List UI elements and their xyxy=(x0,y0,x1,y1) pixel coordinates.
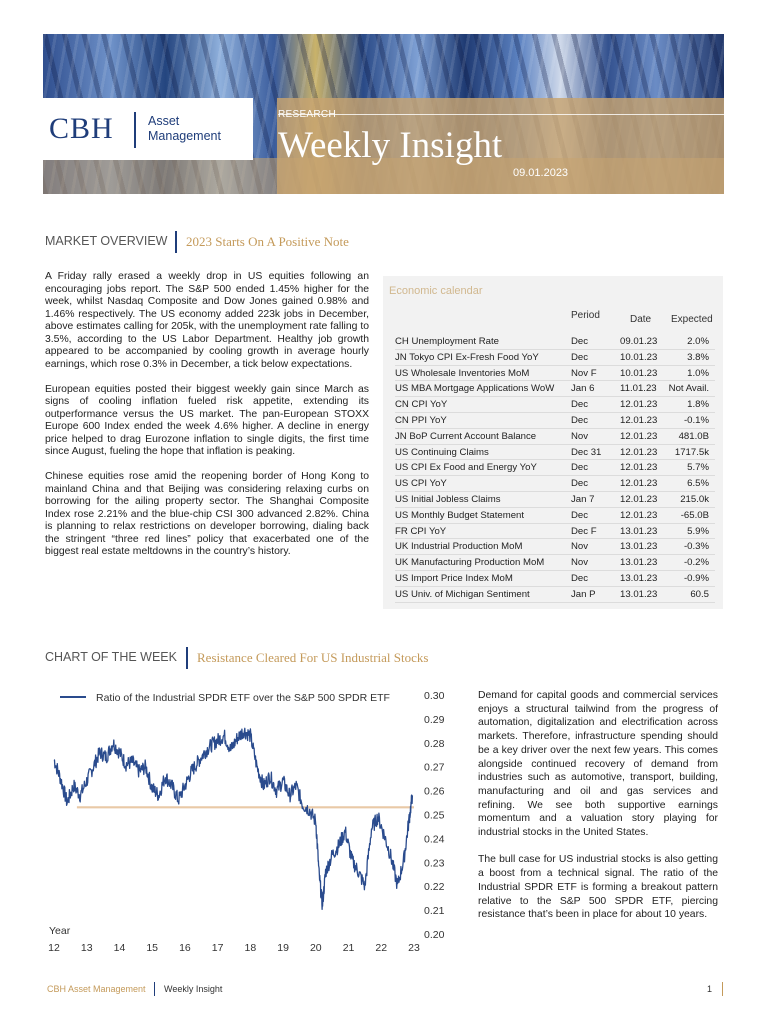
event-date: 09.01.23 xyxy=(620,336,658,347)
event-period: Nov F xyxy=(571,367,597,379)
x-tick-label: 16 xyxy=(179,942,191,954)
event-expected: 6.5% xyxy=(687,478,709,490)
event-date: 12.01.23 xyxy=(620,446,658,458)
paragraph: Chinese equities rose amid the reopening border of Hong Kong to mainland China and that Beijing was considering relaxing curbs on borrowing for the ailing property sector. The Shanghai Composite Index rose 2.21% and the blue-chip CSI 300 advanced 2.82%. China is planning to relax restrictions on developer borrowing, dialing back the stringent “three red lines” policy that exacerbated one of the biggest real estate meltdowns in the country’s history. xyxy=(45,471,369,557)
event-period: Dec xyxy=(571,351,589,363)
event-date: 11.01.23 xyxy=(620,383,657,395)
event-name: US CPI YoY xyxy=(395,478,447,490)
event-period: Jan P xyxy=(571,588,596,600)
event-expected: 60.5 xyxy=(690,588,709,600)
event-expected: -0.1% xyxy=(683,414,709,426)
event-expected: 2.0% xyxy=(687,336,709,347)
y-tick-label: 0.29 xyxy=(424,713,445,726)
event-date: 12.01.23 xyxy=(620,430,658,442)
header-period: Period xyxy=(571,310,600,321)
table-row xyxy=(395,381,715,397)
event-period: Nov xyxy=(571,557,589,569)
table-row xyxy=(395,460,715,476)
event-date: 13.01.23 xyxy=(620,557,658,569)
event-period: Jan 6 xyxy=(571,383,595,395)
page-footer xyxy=(47,982,727,998)
event-date: 10.01.23 xyxy=(620,367,658,379)
logo-sub-line1: Asset xyxy=(148,114,180,128)
x-tick-label: 17 xyxy=(211,942,224,954)
footer-divider xyxy=(154,982,155,996)
table-row xyxy=(395,524,715,540)
y-tick-label: 0.20 xyxy=(424,929,445,941)
section-headline: Resistance Cleared For US Industrial Stocks xyxy=(197,650,429,665)
x-tick-label: 23 xyxy=(408,942,420,954)
event-expected: 481.0B xyxy=(678,430,709,442)
table-row xyxy=(395,508,715,524)
event-date: 13.01.23 xyxy=(620,541,658,553)
header-banner xyxy=(43,34,724,194)
event-period: Dec xyxy=(571,572,589,584)
event-period: Dec 31 xyxy=(571,446,602,458)
y-tick-label: 0.27 xyxy=(424,761,445,774)
ratio-line-chart xyxy=(44,688,464,956)
event-expected: 1717.5k xyxy=(674,446,709,458)
x-tick-label: 18 xyxy=(244,942,257,954)
x-tick-label: 14 xyxy=(113,942,126,954)
company-logo xyxy=(43,98,253,160)
event-name: US Univ. of Michigan Sentiment xyxy=(395,588,530,600)
economic-calendar xyxy=(383,276,723,609)
event-name: US Wholesale Inventories MoM xyxy=(395,367,530,379)
x-tick-label: 20 xyxy=(309,942,322,954)
calendar-rows xyxy=(395,334,715,603)
x-tick-label: 21 xyxy=(342,942,355,954)
event-period: Nov xyxy=(571,430,589,442)
event-date: 12.01.23 xyxy=(620,414,658,426)
event-name: CH Unemployment Rate xyxy=(395,336,499,347)
event-date: 13.01.23 xyxy=(620,525,658,537)
event-expected: -0.2% xyxy=(683,557,709,569)
section-divider xyxy=(175,231,177,253)
table-row xyxy=(395,492,715,508)
table-row xyxy=(395,571,715,587)
table-row xyxy=(395,429,715,445)
y-tick-label: 0.22 xyxy=(424,881,445,894)
event-date: 10.01.23 xyxy=(620,351,658,363)
table-row xyxy=(395,334,715,350)
y-tick-label: 0.26 xyxy=(424,785,445,798)
x-tick-label: 22 xyxy=(375,942,388,954)
paragraph: A Friday rally erased a weekly drop in US equities following an encouraging jobs report. The S&P 500 ended 1.45% higher for the week, whilst Nasdaq Composite and Dow Jones gained 0.98% and 1.46% respectively. The US economy added 223k jobs in December, above estimates calling for 205k, with the unemployment rate falling to 3.5%, according to the US Labor Department. Healthy job growth appeared to be accompanied by cooling growth in average hourly earnings, which rose 0.3% in December, a tick below expectations. xyxy=(45,271,369,370)
table-row xyxy=(395,397,715,413)
event-expected: 1.8% xyxy=(687,399,709,411)
event-expected: 3.8% xyxy=(687,351,709,363)
event-expected: -0.9% xyxy=(683,572,709,584)
event-expected: 5.7% xyxy=(687,462,709,474)
table-row xyxy=(395,366,715,382)
event-period: Dec xyxy=(571,478,589,490)
page-number-rule xyxy=(722,982,723,996)
issue-date: 09.01.2023 xyxy=(513,167,569,179)
legend-label: Ratio of the Industrial SPDR ETF over the S&P 500 SPDR ETF xyxy=(96,692,390,704)
section-headline: 2023 Starts On A Positive Note xyxy=(186,234,349,249)
chart-commentary xyxy=(478,689,718,936)
event-period: Dec xyxy=(571,509,589,521)
event-name: US Import Price Index MoM xyxy=(395,572,513,584)
footer-company: CBH Asset Management xyxy=(47,984,146,994)
market-overview-header xyxy=(45,231,445,253)
event-expected: 1.0% xyxy=(687,367,709,379)
event-name: JN BoP Current Account Balance xyxy=(395,430,537,442)
event-name: US Continuing Claims xyxy=(395,446,489,458)
paragraph: The bull case for US industrial stocks is also getting a boost from a technical signal. The ratio of the Industrial SPDR ETF is forming a breakout pattern relative to the S&P 500 SPDR ETF, piercing resistance that’s been in place for about 10 years. xyxy=(478,854,718,921)
x-tick-label: 12 xyxy=(48,942,60,954)
calendar-title: Economic calendar xyxy=(389,285,483,297)
footer-publication: Weekly Insight xyxy=(164,984,223,994)
table-row xyxy=(395,539,715,555)
event-name: CN PPI YoY xyxy=(395,414,447,426)
event-name: US CPI Ex Food and Energy YoY xyxy=(395,462,537,474)
event-date: 12.01.23 xyxy=(620,462,658,474)
event-date: 12.01.23 xyxy=(620,478,658,490)
event-name: JN Tokyo CPI Ex-Fresh Food YoY xyxy=(395,351,539,363)
logo-divider xyxy=(134,112,136,148)
paragraph: Demand for capital goods and commercial services enjoys a structural tailwind from the progress of automation, digitalization and electrification across markets. Therefore, infrastructure spending should be a key driver over the next few years. This comes alongside continued recovery of demand from industries such as automotive, transport, building, manufacturing and oil and gas services and refining. We see both supportive earnings momentum and a valuation story playing for industrial stocks in the United States. xyxy=(478,690,718,839)
market-overview-text xyxy=(45,271,369,571)
event-period: Dec xyxy=(571,399,589,411)
event-name: US Initial Jobless Claims xyxy=(395,493,501,505)
y-tick-label: 0.28 xyxy=(424,737,445,750)
x-tick-label: 13 xyxy=(80,942,93,954)
page-title: Weekly Insight xyxy=(278,125,503,166)
event-period: Dec xyxy=(571,414,589,426)
table-row xyxy=(395,476,715,492)
y-tick-label: 0.25 xyxy=(424,809,445,822)
section-label: CHART OF THE WEEK xyxy=(45,650,177,664)
section-divider xyxy=(186,647,188,669)
event-name: FR CPI YoY xyxy=(395,525,447,537)
banner-rule xyxy=(278,114,724,115)
table-row xyxy=(395,350,715,366)
event-expected: -0.3% xyxy=(683,541,709,553)
event-period: Dec xyxy=(571,336,589,347)
y-tick-label: 0.23 xyxy=(424,857,445,870)
series-line xyxy=(54,728,412,909)
event-date: 12.01.23 xyxy=(620,493,658,505)
event-date: 12.01.23 xyxy=(620,509,658,521)
table-row xyxy=(395,587,715,603)
section-label: MARKET OVERVIEW xyxy=(45,234,168,248)
logo-brand: CBH xyxy=(49,112,114,145)
event-date: 13.01.23 xyxy=(620,572,658,584)
event-date: 13.01.23 xyxy=(620,588,658,600)
event-period: Dec xyxy=(571,462,589,474)
table-row xyxy=(395,445,715,461)
logo-sub-line2: Management xyxy=(148,129,221,143)
event-name: UK Manufacturing Production MoM xyxy=(395,557,545,569)
table-row xyxy=(395,555,715,571)
y-tick-label: 0.30 xyxy=(424,690,445,702)
event-period: Dec F xyxy=(571,525,597,537)
event-expected: -65.0B xyxy=(680,509,709,521)
paragraph: European equities posted their biggest weekly gain since March as signs of cooling inflation fueled risk appetite, extending its outperformance versus the US market. The pan-European STOXX Europe 600 Index ended the week 4.6% higher. A decline in energy price helped to drag Eurozone inflation to single digits, the first time since August, fueling the hope that inflation is peaking. xyxy=(45,383,369,457)
event-period: Nov xyxy=(571,541,589,553)
table-row xyxy=(395,413,715,429)
event-date: 12.01.23 xyxy=(620,399,658,411)
x-tick-label: 19 xyxy=(277,942,289,954)
chart-of-week-header xyxy=(45,647,505,669)
event-name: US Monthly Budget Statement xyxy=(395,509,525,521)
header-expected: Expected xyxy=(671,314,713,325)
y-tick-label: 0.21 xyxy=(424,905,445,918)
event-name: CN CPI YoY xyxy=(395,399,448,411)
y-tick-label: 0.24 xyxy=(424,833,445,846)
event-name: US MBA Mortgage Applications WoW xyxy=(395,383,555,395)
event-period: Jan 7 xyxy=(571,493,595,505)
event-name: UK Industrial Production MoM xyxy=(395,541,523,553)
event-expected: 215.0k xyxy=(680,493,709,505)
event-expected: Not Avail. xyxy=(668,383,709,395)
x-tick-label: 15 xyxy=(146,942,159,954)
header-date: Date xyxy=(630,314,652,325)
x-axis-label: Year xyxy=(49,925,71,937)
logo-subtitle xyxy=(148,114,248,144)
event-expected: 5.9% xyxy=(687,525,709,537)
page-number: 1 xyxy=(707,984,713,994)
